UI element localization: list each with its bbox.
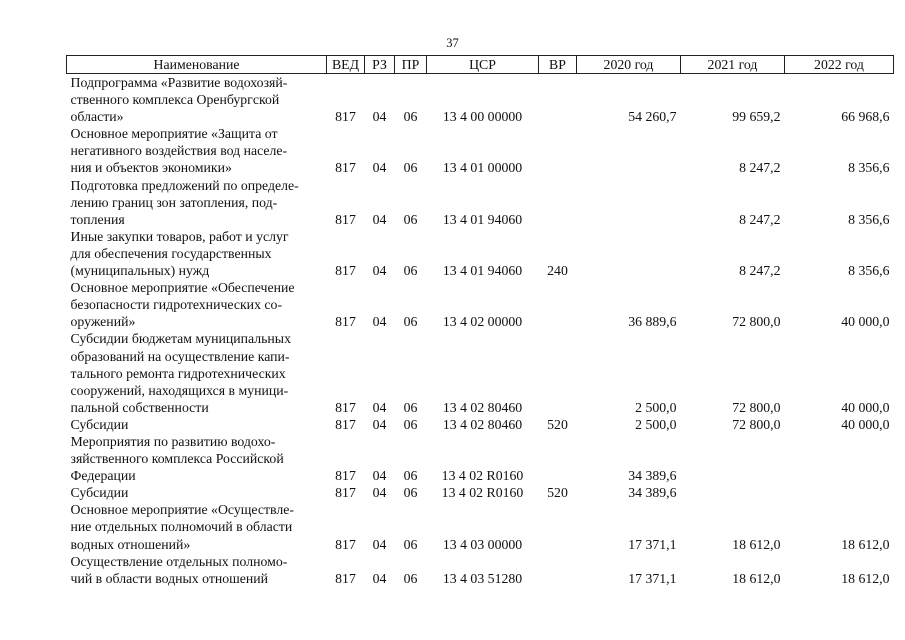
row-name xyxy=(67,416,327,433)
row-name-line: тального ремонта гидротехнических xyxy=(70,365,286,381)
cell-2021: 99 659,2 xyxy=(732,109,781,125)
row-name xyxy=(67,177,327,228)
cell-2020: 34 389,6 xyxy=(628,468,677,484)
cell-vr: 240 xyxy=(547,263,568,279)
cell-vr xyxy=(539,177,577,228)
cell-ved: 817 xyxy=(335,314,356,330)
cell-csr: 13 4 00 00000 xyxy=(442,109,523,125)
cell-vr xyxy=(539,330,577,415)
table-row xyxy=(67,228,894,279)
row-name xyxy=(67,330,327,415)
cell-2020 xyxy=(577,177,681,228)
header-2022: 2022 год xyxy=(785,56,894,74)
cell-2020: 2 500,0 xyxy=(635,416,677,432)
cell-rz: 04 xyxy=(372,109,387,125)
header-ved: ВЕД xyxy=(327,56,365,74)
row-name-line: Осуществление отдельных полномо- xyxy=(70,553,288,569)
row-name-line: оружений» xyxy=(70,314,136,330)
cell-2021: 72 800,0 xyxy=(732,416,781,432)
table-row xyxy=(67,74,894,126)
page-number: 37 xyxy=(446,36,459,50)
cell-2020 xyxy=(577,125,681,176)
cell-pr: 06 xyxy=(403,468,418,484)
header-pr: ПР xyxy=(395,56,427,74)
row-name-line: Субсидии бюджетам муниципальных xyxy=(70,331,291,347)
row-name-line: лению границ зон затопления, под- xyxy=(70,194,278,210)
row-name-line: топления xyxy=(70,211,125,227)
cell-ved: 817 xyxy=(335,485,356,501)
row-name xyxy=(67,484,327,501)
cell-vr xyxy=(539,125,577,176)
cell-2020: 36 889,6 xyxy=(628,314,677,330)
row-name-line: чий в области водных отношений xyxy=(70,570,269,586)
header-vr: ВР xyxy=(539,56,577,74)
cell-ved: 817 xyxy=(335,211,356,227)
cell-2022: 8 356,6 xyxy=(848,263,890,279)
cell-rz: 04 xyxy=(372,314,387,330)
cell-rz: 04 xyxy=(372,211,387,227)
cell-2020: 2 500,0 xyxy=(635,399,677,415)
table-header-row xyxy=(67,56,894,74)
cell-rz: 04 xyxy=(372,263,387,279)
cell-vr xyxy=(539,433,577,484)
cell-csr: 13 4 02 R0160 xyxy=(441,485,524,501)
row-name xyxy=(67,228,327,279)
cell-rz: 04 xyxy=(372,160,387,176)
row-name-line: зяйственного комплекса Российской xyxy=(70,451,284,467)
cell-csr: 13 4 02 R0160 xyxy=(441,468,524,484)
row-name-line: Субсидии xyxy=(70,416,129,432)
table-body xyxy=(67,74,894,587)
cell-ved: 817 xyxy=(335,399,356,415)
cell-ved: 817 xyxy=(335,570,356,586)
cell-pr: 06 xyxy=(403,485,418,501)
cell-2022: 18 612,0 xyxy=(841,570,890,586)
cell-2021: 8 247,2 xyxy=(739,160,781,176)
cell-2021: 72 800,0 xyxy=(732,399,781,415)
cell-2022: 40 000,0 xyxy=(841,399,890,415)
table-row xyxy=(67,553,894,587)
table-row xyxy=(67,177,894,228)
table-row xyxy=(67,416,894,433)
cell-vr xyxy=(539,553,577,587)
row-name-line: безопасности гидротехнических со- xyxy=(70,297,283,313)
row-name-line: водных отношений» xyxy=(70,536,191,552)
cell-2021 xyxy=(681,484,785,501)
cell-2022: 66 968,6 xyxy=(841,109,890,125)
row-name-line: ственного комплекса Оренбургской xyxy=(70,92,280,108)
cell-2022 xyxy=(785,484,894,501)
row-name xyxy=(67,501,327,552)
row-name-line: ние отдельных полномочий в области xyxy=(70,519,293,535)
row-name-line: Подпрограмма «Развитие водохозяй- xyxy=(70,75,288,90)
cell-2021 xyxy=(681,433,785,484)
table-row xyxy=(67,279,894,330)
cell-2022: 8 356,6 xyxy=(848,160,890,176)
cell-csr: 13 4 02 00000 xyxy=(442,314,523,330)
header-name: Наименование xyxy=(67,56,327,74)
cell-pr: 06 xyxy=(403,536,418,552)
row-name-line: Иные закупки товаров, работ и услуг xyxy=(70,228,289,244)
cell-2021: 18 612,0 xyxy=(732,570,781,586)
row-name-line: образований на осуществление капи- xyxy=(70,348,290,364)
cell-ved: 817 xyxy=(335,263,356,279)
cell-pr: 06 xyxy=(403,416,418,432)
cell-2021: 8 247,2 xyxy=(739,263,781,279)
cell-pr: 06 xyxy=(403,399,418,415)
cell-2022: 18 612,0 xyxy=(841,536,890,552)
cell-pr: 06 xyxy=(403,314,418,330)
cell-csr: 13 4 03 00000 xyxy=(442,536,523,552)
cell-pr: 06 xyxy=(403,160,418,176)
header-2020: 2020 год xyxy=(577,56,681,74)
header-rz: РЗ xyxy=(365,56,395,74)
cell-2020: 54 260,7 xyxy=(628,109,677,125)
cell-2022: 40 000,0 xyxy=(841,314,890,330)
row-name-line: Федерации xyxy=(70,468,136,484)
row-name-line: сооружений, находящихся в муници- xyxy=(70,382,289,398)
cell-pr: 06 xyxy=(403,109,418,125)
cell-2022 xyxy=(785,433,894,484)
table-row xyxy=(67,433,894,484)
cell-rz: 04 xyxy=(372,399,387,415)
row-name xyxy=(67,279,327,330)
cell-pr: 06 xyxy=(403,211,418,227)
table-row xyxy=(67,330,894,415)
cell-vr xyxy=(539,501,577,552)
cell-pr: 06 xyxy=(403,263,418,279)
cell-vr xyxy=(539,74,577,126)
row-name-line: области» xyxy=(70,109,124,125)
cell-rz: 04 xyxy=(372,468,387,484)
row-name-line: Подготовка предложений по определе- xyxy=(70,177,299,193)
row-name-line: Мероприятия по развитию водохо- xyxy=(70,433,276,449)
cell-ved: 817 xyxy=(335,468,356,484)
cell-rz: 04 xyxy=(372,570,387,586)
cell-ved: 817 xyxy=(335,416,356,432)
cell-pr: 06 xyxy=(403,570,418,586)
cell-vr: 520 xyxy=(547,416,568,432)
row-name-line: (муниципальных) нужд xyxy=(70,263,210,279)
cell-rz: 04 xyxy=(372,485,387,501)
cell-rz: 04 xyxy=(372,536,387,552)
row-name-line: ния и объектов экономики» xyxy=(70,160,232,176)
cell-2020: 34 389,6 xyxy=(628,485,677,501)
cell-csr: 13 4 03 51280 xyxy=(442,570,523,586)
cell-rz: 04 xyxy=(372,416,387,432)
row-name-line: Основное мероприятие «Осуществле- xyxy=(70,502,294,518)
cell-csr: 13 4 02 80460 xyxy=(442,416,523,432)
row-name xyxy=(67,125,327,176)
cell-2021: 18 612,0 xyxy=(732,536,781,552)
cell-2022: 40 000,0 xyxy=(841,416,890,432)
budget-table xyxy=(66,55,894,587)
header-csr: ЦСР xyxy=(427,56,539,74)
cell-vr: 520 xyxy=(547,485,568,501)
cell-2020: 17 371,1 xyxy=(628,570,677,586)
table-row xyxy=(67,484,894,501)
cell-2020 xyxy=(577,228,681,279)
cell-2020: 17 371,1 xyxy=(628,536,677,552)
cell-2022: 8 356,6 xyxy=(848,211,890,227)
cell-csr: 13 4 01 94060 xyxy=(442,263,523,279)
row-name-line: Основное мероприятие «Защита от xyxy=(70,126,278,142)
row-name-line: негативного воздействия вод населе- xyxy=(70,143,288,159)
row-name-line: Субсидии xyxy=(70,485,129,501)
row-name xyxy=(67,74,327,126)
row-name xyxy=(67,553,327,587)
row-name-line: Основное мероприятие «Обеспечение xyxy=(70,280,295,296)
cell-ved: 817 xyxy=(335,109,356,125)
table-row xyxy=(67,125,894,176)
cell-2021: 72 800,0 xyxy=(732,314,781,330)
cell-ved: 817 xyxy=(335,536,356,552)
table-row xyxy=(67,501,894,552)
cell-csr: 13 4 02 80460 xyxy=(442,399,523,415)
cell-2021: 8 247,2 xyxy=(739,211,781,227)
cell-ved: 817 xyxy=(335,160,356,176)
cell-csr: 13 4 01 00000 xyxy=(442,160,523,176)
cell-csr: 13 4 01 94060 xyxy=(442,211,523,227)
cell-vr xyxy=(539,279,577,330)
row-name-line: для обеспечения государственных xyxy=(70,245,272,261)
header-2021: 2021 год xyxy=(681,56,785,74)
row-name xyxy=(67,433,327,484)
row-name-line: пальной собственности xyxy=(70,399,209,415)
